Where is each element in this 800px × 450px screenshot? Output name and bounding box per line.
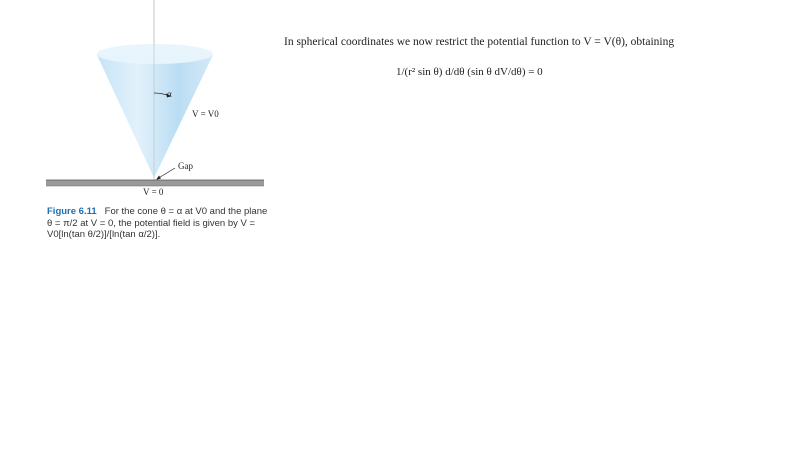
ground-plane bbox=[46, 180, 264, 186]
cone-rim bbox=[97, 44, 213, 64]
figure-number: Figure 6.11 bbox=[47, 206, 97, 217]
plane-potential-label: V = 0 bbox=[143, 187, 164, 197]
cone-diagram bbox=[40, 0, 275, 200]
caption-text: For the cone θ = α at V0 and the plane θ = π/2 at V = 0, the potential field is given by V = V0[ln(tan θ/2)]/[ln(tan α/2)]. bbox=[47, 206, 268, 240]
gap-label: Gap bbox=[178, 161, 193, 171]
cone-potential-label: V = V0 bbox=[192, 109, 219, 119]
figure-caption bbox=[47, 206, 272, 241]
body-text: In spherical coordinates we now restrict the potential function to V = V(θ), obtaining bbox=[284, 36, 675, 48]
cone-figure bbox=[40, 0, 275, 200]
alpha-label: α bbox=[167, 89, 172, 99]
laplace-equation: 1/(r² sin θ) d/dθ (sin θ dV/dθ) = 0 bbox=[396, 66, 543, 78]
